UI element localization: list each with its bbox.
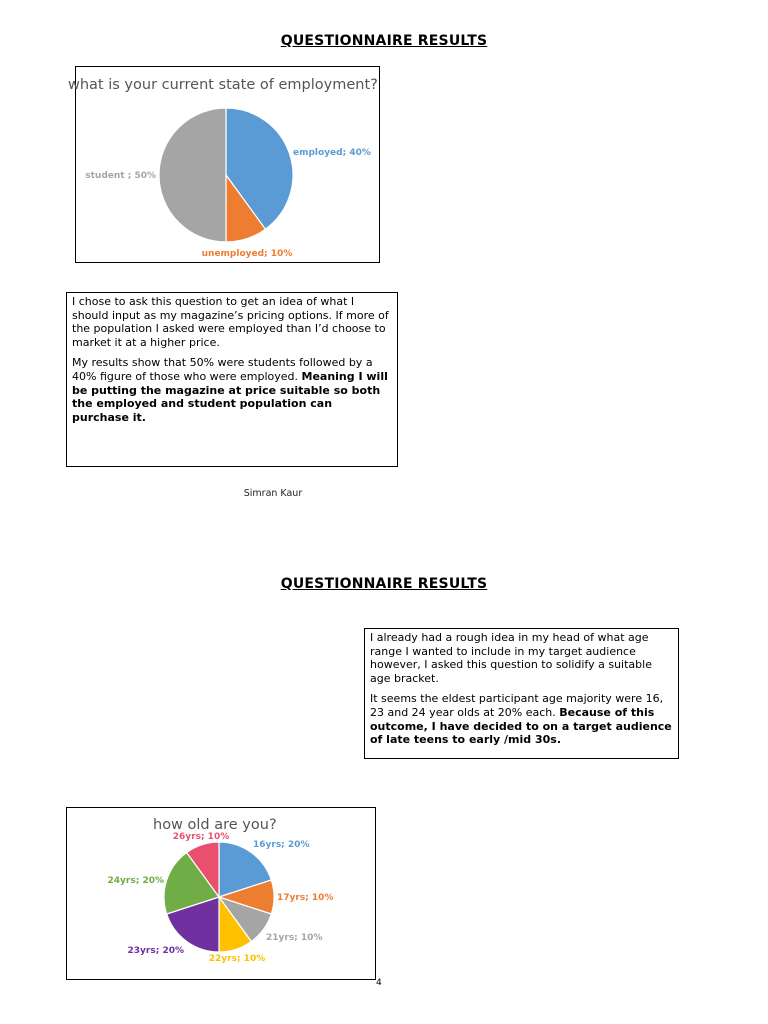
age-explanation-p1: I already had a rough idea in my head of what age range I wanted to include in my target audience however, I asked this question to solidify a suitable age bracket. — [370, 631, 652, 685]
age-data-label-22yrs: 22yrs; 10% — [208, 954, 266, 964]
employment-data-label-unemployed: unemployed; 10% — [201, 249, 293, 259]
page-heading-1: QUESTIONNAIRE RESULTS — [280, 33, 488, 49]
employment-pie-chart — [75, 66, 455, 266]
page-heading-2: QUESTIONNAIRE RESULTS — [280, 576, 488, 592]
employment-data-label-student: student ; 50% — [85, 171, 156, 181]
age-data-label-24yrs: 24yrs; 20% — [107, 876, 164, 886]
age-pie-chart — [66, 807, 376, 982]
employment-explanation-p2-bold: Meaning I will be putting the magazine at price suitable so both the employed and student population can purchase it. — [72, 369, 388, 424]
age-explanation — [364, 628, 679, 759]
age-chart-title: how old are you? — [153, 817, 277, 833]
age-explanation-p2-bold: Because of this outcome, I have decided to on a target audience of late teens to early /mid 30s. — [370, 705, 672, 747]
employment-explanation — [66, 292, 398, 467]
age-data-label-16yrs: 16yrs; 20% — [253, 840, 310, 850]
employment-explanation-p2 — [72, 356, 392, 424]
employment-explanation-p1: I chose to ask this question to get an idea of what I should input as my magazine’s pricing options. If more of the population I asked were employed than I’d choose to market it at a higher price. — [72, 295, 389, 349]
age-data-label-23yrs: 23yrs; 20% — [127, 946, 184, 956]
author-name: Simran Kaur — [243, 488, 303, 499]
age-data-label-17yrs: 17yrs; 10% — [277, 893, 334, 903]
employment-slice-student — [159, 108, 226, 242]
age-explanation-p2 — [370, 692, 673, 746]
age-data-label-21yrs: 21yrs; 10% — [266, 933, 323, 943]
page-number: 4 — [376, 978, 382, 988]
age-data-label-26yrs: 26yrs; 10% — [172, 832, 230, 842]
age-explanation-p2-plain: It seems the eldest participant age majority were 16, 23 and 24 year olds at 20% each. — [370, 692, 664, 719]
employment-explanation-p2-plain: My results show that 50% were students followed by a 40% figure of those who were employed. — [72, 356, 373, 383]
employment-chart-title: what is your current state of employment? — [68, 77, 378, 93]
employment-data-label-employed: employed; 40% — [293, 148, 371, 158]
